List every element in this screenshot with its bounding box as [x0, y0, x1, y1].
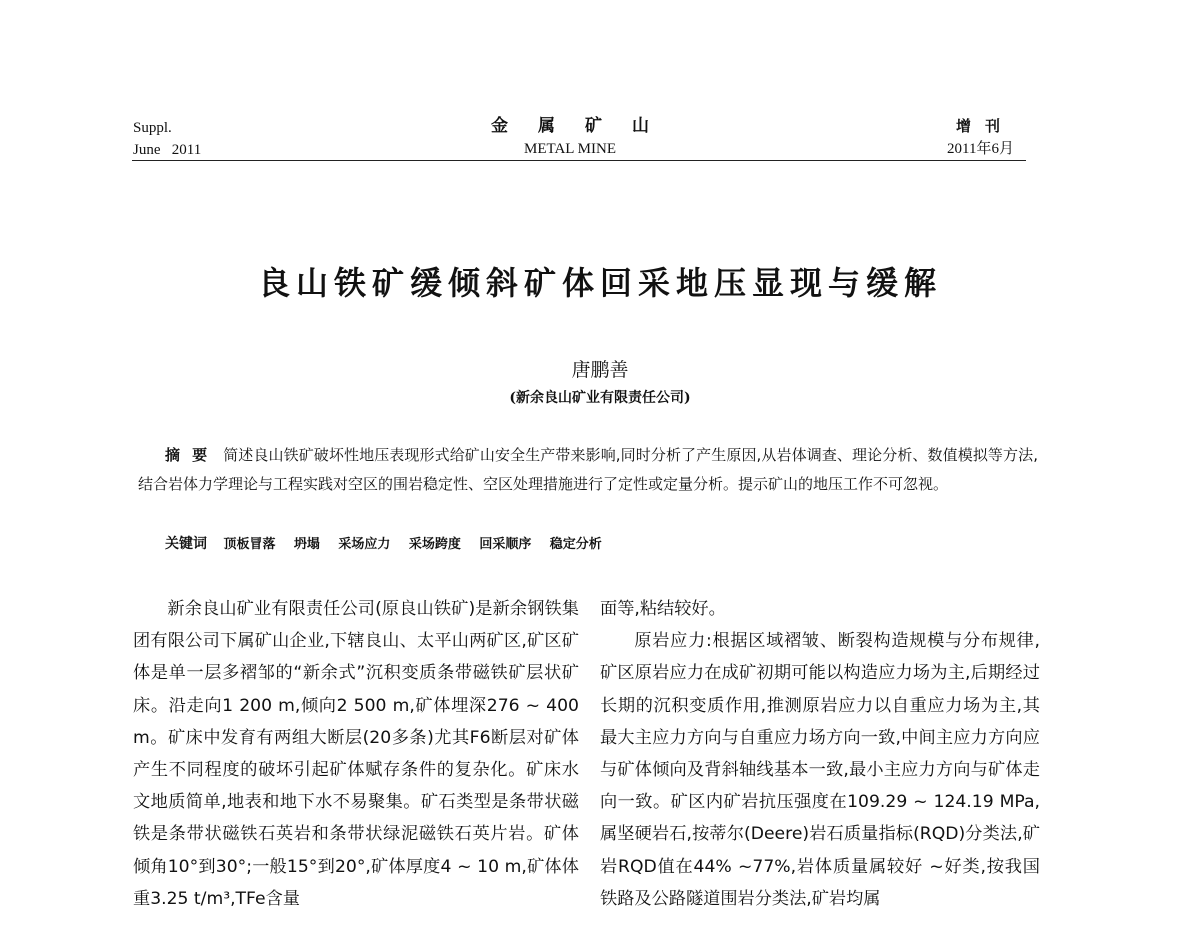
- abstract-text: 简述良山铁矿破坏性地压表现形式给矿山安全生产带来影响,同时分析了产生原因,从岩体调查、理论分析、数值模拟等方法,结合岩体力学理论与工程实践对空区的围岩稳定性、空区处理措施进行了定性或定量分析。提示矿山的地压工作不可忽视。: [138, 446, 1038, 493]
- body-paragraph: 新余良山矿业有限责任公司(原良山铁矿)是新余钢铁集团有限公司下属矿山企业,下辖良山、太平山两矿区,矿区矿体是单一层多褶邹的“新余式”沉积变质条带磁铁矿层状矿床。沿走向1 200 m,倾向2 500 m,矿体埋深276 ~ 400 m。矿床中发育有两组大断层(20多条)尤其F6断层对矿体产生不同程度的破坏引起矿体赋存条件的复杂化。矿床水文地质简单,地表和地下水不易聚集。矿石类型是条带状磁铁是条带状磁铁石英岩和条带状绿泥磁铁石英片岩。矿体倾角10°到30°;一般15°到20°,矿体厚度4 ~ 10 m,矿体体重3.25 t/m³,TFe含量: [133, 599, 579, 909]
- keywords: [165, 533, 616, 553]
- header-supplement-cn: 增刊: [955, 119, 1014, 135]
- author-name: 唐鹏善: [571, 359, 629, 381]
- header-date-en: June 2011: [133, 142, 202, 158]
- keyword: 顶板冒落: [223, 537, 276, 552]
- keywords-label: 关键词: [165, 536, 207, 552]
- header-left: [133, 117, 201, 161]
- header-rule: [132, 160, 1026, 161]
- journal-name-en: METAL MINE: [524, 141, 616, 157]
- header-date-cn: 2011年6月: [947, 141, 1014, 157]
- header-journal: [420, 114, 720, 160]
- header-suppl: Suppl.: [133, 120, 172, 136]
- header-right: [900, 116, 1014, 160]
- keyword: 采场应力: [338, 537, 391, 552]
- body-column-right: [600, 593, 1040, 915]
- journal-name-cn: 金属矿山: [491, 116, 679, 135]
- body-paragraph-continued: 面等,粘结较好。: [600, 599, 726, 619]
- keyword: 坍塌: [293, 537, 320, 552]
- body-paragraph: 原岩应力:根据区域褶皱、断裂构造规模与分布规律,矿区原岩应力在成矿初期可能以构造应力场为主,后期经过长期的沉积变质作用,推测原岩应力以自重应力场为主,其最大主应力方向与自重应力场方向一致,中间主应力方向应与矿体倾向及背斜轴线基本一致,最小主应力方向与矿体走向一致。矿区内矿岩抗压强度在109.29 ~ 124.19 MPa,属坚硬岩石,按蒂尔(Deere)岩石质量指标(RQD)分类法,矿岩RQD值在44% ~77%,岩体质量属较好 ~好类,按我国铁路及公路隧道围岩分类法,矿岩均属: [600, 631, 1040, 909]
- body-column-left: [133, 593, 579, 915]
- abstract-label: 摘要: [165, 446, 220, 464]
- keyword: 回采顺序: [479, 537, 532, 552]
- author-affiliation: (新余良山矿业有限责任公司): [509, 390, 691, 406]
- keyword: 采场跨度: [408, 537, 461, 552]
- keyword: 稳定分析: [549, 537, 602, 552]
- paper-title: 良山铁矿缓倾斜矿体回采地压显现与缓解: [257, 264, 942, 302]
- abstract: [138, 441, 1038, 499]
